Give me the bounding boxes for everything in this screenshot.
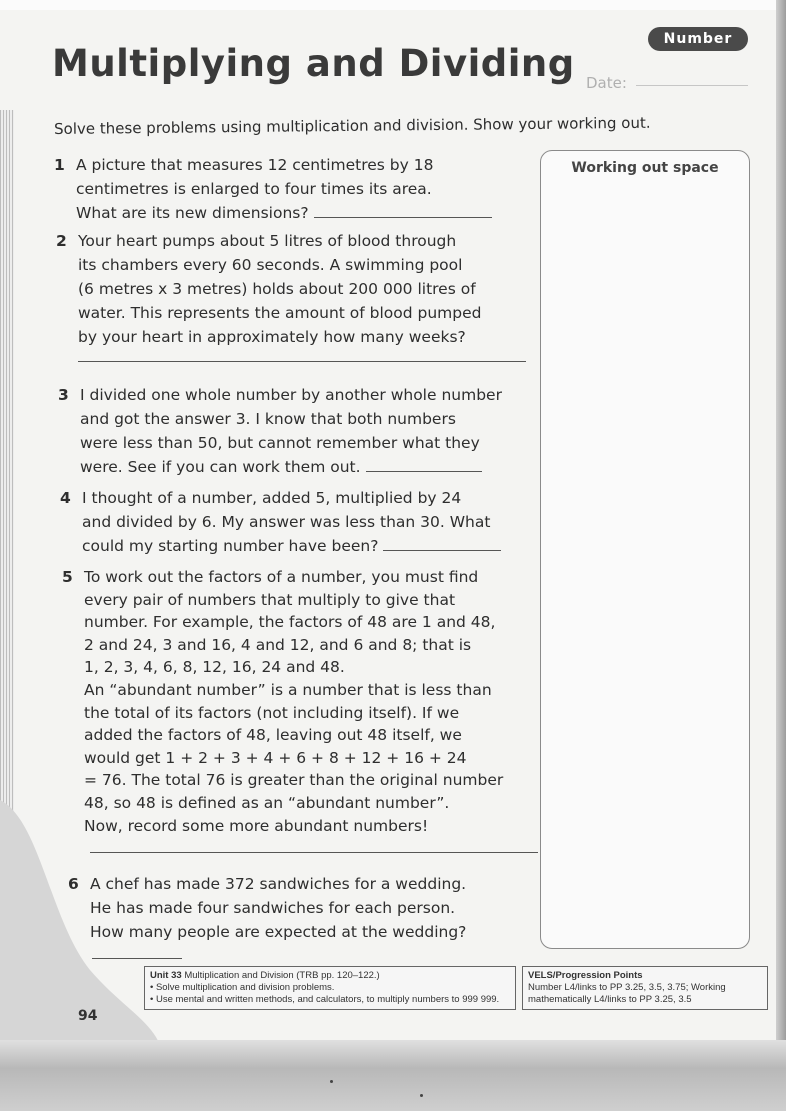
- question-line: and got the answer 3. I know that both numbers: [80, 410, 456, 428]
- question-line: How many people are expected at the wedding?: [90, 923, 467, 941]
- question-line: He has made four sandwiches for each person.: [90, 899, 456, 917]
- question-line: An “abundant number” is a number that is less than: [84, 680, 492, 699]
- section-tag: Number: [648, 27, 748, 51]
- question-line: by your heart in approximately how many weeks?: [78, 328, 466, 346]
- question-line: every pair of numbers that multiply to give that: [84, 590, 456, 609]
- page-edge-right: [776, 0, 786, 1050]
- question-line: 1, 2, 3, 4, 6, 8, 12, 16, 24 and 48.: [84, 658, 345, 677]
- scan-top-margin: [0, 0, 786, 10]
- question-number: 6: [68, 875, 79, 893]
- answer-line-1[interactable]: [314, 215, 492, 218]
- scan-bottom-margin: [0, 1040, 786, 1111]
- question-line: 48, so 48 is defined as an “abundant number”.: [84, 793, 450, 812]
- unit-subtitle: Multiplication and Division (TRB pp. 120–122.): [184, 970, 380, 981]
- answer-line-5[interactable]: [90, 852, 538, 853]
- question-line: = 76. The total 76 is greater than the original number: [84, 771, 504, 790]
- page-title: Multiplying and Dividing: [52, 42, 575, 85]
- question-1: [54, 153, 534, 229]
- question-line: I divided one whole number by another whole number: [80, 386, 502, 404]
- question-line: could my starting number have been?: [82, 537, 379, 555]
- unit-bullet: • Use mental and written methods, and calculators, to multiply numbers to 999 999.: [150, 994, 500, 1005]
- question-line: its chambers every 60 seconds. A swimming pool: [78, 256, 463, 274]
- question-line: What are its new dimensions?: [76, 204, 309, 222]
- question-line: and divided by 6. My answer was less than 30. What: [82, 513, 491, 531]
- unit-title: Unit 33: [150, 970, 182, 981]
- question-line: number. For example, the factors of 48 are 1 and 48,: [84, 613, 496, 632]
- question-number: 3: [58, 386, 69, 404]
- question-line: were less than 50, but cannot remember what they: [80, 434, 480, 452]
- question-5: [62, 566, 542, 836]
- question-line: Your heart pumps about 5 litres of blood through: [78, 232, 457, 250]
- question-line: (6 metres x 3 metres) holds about 200 000 litres of: [78, 280, 476, 298]
- question-number: 1: [54, 156, 65, 174]
- question-3: [58, 383, 538, 483]
- question-line: water. This represents the amount of blood pumped: [78, 304, 482, 322]
- question-line: A chef has made 372 sandwiches for a wedding.: [90, 875, 467, 893]
- scan-speck: [330, 1080, 333, 1083]
- answer-line-3[interactable]: [366, 469, 482, 472]
- question-line: added the factors of 48, leaving out 48 itself, we: [84, 726, 462, 745]
- question-line: would get 1 + 2 + 3 + 4 + 6 + 8 + 12 + 16 + 24: [84, 748, 467, 767]
- instructions: Solve these problems using multiplication and division. Show your working out.: [54, 113, 651, 138]
- vels-info-box: [522, 966, 768, 1010]
- question-line: To work out the factors of a number, you must find: [84, 568, 479, 586]
- page-number: 94: [78, 1008, 98, 1024]
- question-line: I thought of a number, added 5, multiplied by 24: [82, 489, 462, 507]
- question-6: [68, 872, 548, 948]
- working-out-box[interactable]: [540, 150, 750, 949]
- question-line: 2 and 24, 3 and 16, 4 and 12, and 6 and 8; that is: [84, 635, 472, 654]
- question-line: were. See if you can work them out.: [80, 458, 361, 476]
- vels-title: VELS/Progression Points: [528, 970, 643, 981]
- date-label: Date:: [586, 74, 627, 92]
- question-number: 2: [56, 232, 67, 250]
- answer-line-2[interactable]: [78, 361, 526, 362]
- date-field-line[interactable]: [636, 85, 748, 86]
- unit-bullet: • Solve multiplication and division problems.: [150, 982, 335, 993]
- question-line: the total of its factors (not including itself). If we: [84, 703, 460, 722]
- question-line: Now, record some more abundant numbers!: [84, 816, 429, 835]
- answer-line-6[interactable]: [92, 958, 182, 959]
- question-2: [56, 229, 536, 353]
- scan-speck: [420, 1094, 423, 1097]
- question-number: 4: [60, 489, 71, 507]
- working-out-title: Working out space: [571, 160, 719, 176]
- unit-info-box: [144, 966, 516, 1010]
- question-number: 5: [62, 568, 73, 586]
- answer-line-4[interactable]: [383, 548, 501, 551]
- vels-line: mathematically L4/links to PP 3.25, 3.5: [528, 994, 692, 1005]
- vels-line: Number L4/links to PP 3.25, 3.5, 3.75; Working: [528, 982, 726, 993]
- question-4: [60, 486, 540, 562]
- question-line: A picture that measures 12 centimetres by 18: [76, 156, 434, 174]
- question-line: centimetres is enlarged to four times its area.: [76, 180, 432, 198]
